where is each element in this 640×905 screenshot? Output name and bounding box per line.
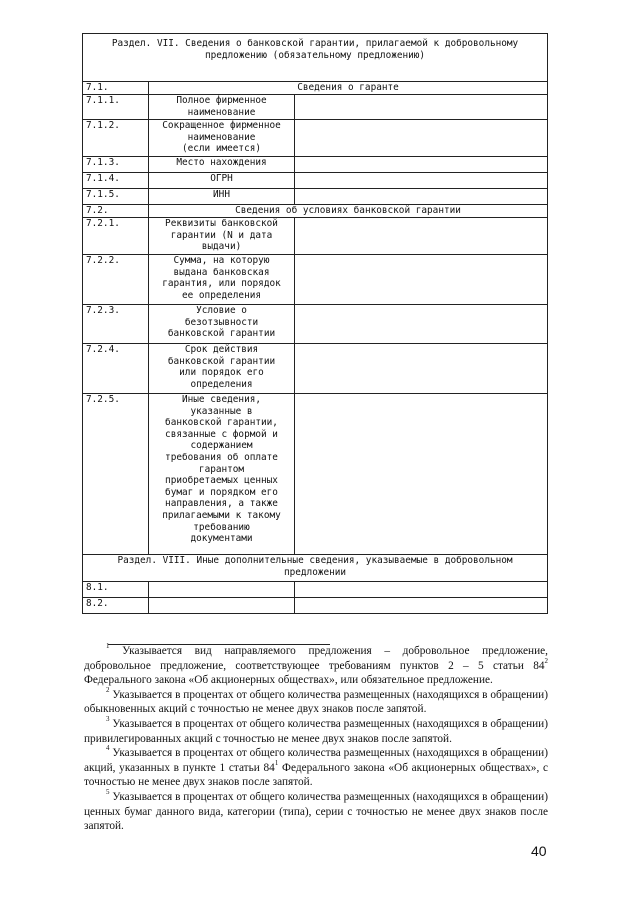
field-value-cell xyxy=(295,255,548,305)
subsection-heading: Сведения об условиях банковской гарантии xyxy=(149,205,548,218)
field-value-cell xyxy=(295,120,548,157)
field-label-cell xyxy=(149,582,295,598)
row-number: 7.2.4. xyxy=(83,344,149,394)
field-label: Полное фирменное наименование xyxy=(149,95,295,120)
field-label: ОГРН xyxy=(149,173,295,189)
row-number: 7.1.1. xyxy=(83,95,149,120)
footnote-inline-sup: 2 xyxy=(544,656,548,665)
field-value-cell xyxy=(295,157,548,173)
field-label: Срок действия банковской гарантии или порядок его определения xyxy=(149,344,295,394)
footnote-mark: 5 xyxy=(106,788,110,797)
footnote-mark: 4 xyxy=(106,744,110,753)
table-row xyxy=(83,218,548,255)
footnote-text: Указывается в процентах от общего количества размещенных (находящихся в обращении) привилегированных акций с точностью не менее двух знаков после запятой. xyxy=(84,717,548,745)
field-value-cell xyxy=(295,598,548,614)
field-label: Сумма, на которую выдана банковская гарантия, или порядок ее определения xyxy=(149,255,295,305)
footnote-4 xyxy=(84,746,548,790)
footnote-text: Указывается в процентах от общего количества размещенных (находящихся в обращении) акций, указанных в пункте 1 статьи 84 xyxy=(84,747,548,774)
table-row xyxy=(83,205,548,218)
table-row xyxy=(83,255,548,305)
footnote-mark: 2 xyxy=(106,686,110,695)
footnote-mark: 1 xyxy=(106,642,110,651)
row-number: 7.2.3. xyxy=(83,305,149,344)
row-number: 7.2.5. xyxy=(83,394,149,555)
field-value-cell xyxy=(295,305,548,344)
footnote-5 xyxy=(84,790,548,834)
section-7-title: Раздел. VII. Сведения о банковской гарантии, прилагаемой к добровольному предложению (обязательному предложению) xyxy=(83,34,548,82)
table-row xyxy=(83,120,548,157)
row-number: 7.1. xyxy=(83,82,149,95)
table-row xyxy=(83,305,548,344)
footnote-3 xyxy=(84,717,548,746)
field-value-cell xyxy=(295,95,548,120)
field-value-cell xyxy=(295,582,548,598)
table-row xyxy=(83,157,548,173)
row-number: 7.1.5. xyxy=(83,189,149,205)
field-label: ИНН xyxy=(149,189,295,205)
field-value-cell xyxy=(295,218,548,255)
field-value-cell xyxy=(295,394,548,555)
field-value-cell xyxy=(295,173,548,189)
row-number: 7.1.2. xyxy=(83,120,149,157)
guarantee-info-table xyxy=(82,33,548,614)
table-row xyxy=(83,344,548,394)
footnote-text: Указывается в процентах от общего количества размещенных (находящихся в обращении) ценных бумаг данного вида, категории (типа), серии с точностью не менее двух знаков после запятой. xyxy=(84,790,548,833)
table-row xyxy=(83,598,548,614)
footnote-text-continued: Федерального закона «Об акционерных обществах», с точностью не менее двух знаков после запятой. xyxy=(84,761,549,789)
table-row xyxy=(83,173,548,189)
subsection-heading: Сведения о гаранте xyxy=(149,82,548,95)
footnote-text-continued: Федерального закона «Об акционерных обществах», или обязательное предложение. xyxy=(84,674,493,687)
field-value-cell xyxy=(295,189,548,205)
footnote-text: Указывается вид направляемого предложения – добровольное предложение, добровольное предложение, соответствующее требованиям пунктов 2 – 5 статьи 84 xyxy=(84,645,548,672)
field-label: Реквизиты банковской гарантии (N и дата выдачи) xyxy=(149,218,295,255)
footnote-mark: 3 xyxy=(106,715,110,724)
footnote-inline-sup: 1 xyxy=(274,758,279,767)
footnote-2 xyxy=(84,688,548,717)
row-number: 7.2.2. xyxy=(83,255,149,305)
footnote-text: Указывается в процентах от общего количества размещенных (находящихся в обращении) обыкновенных акций с точностью не менее двух знаков после запятой. xyxy=(84,688,548,716)
section-8-header-row xyxy=(83,555,548,582)
row-number: 7.1.3. xyxy=(83,157,149,173)
table-row xyxy=(83,582,548,598)
row-number: 8.1. xyxy=(83,582,149,598)
row-number: 7.1.4. xyxy=(83,173,149,189)
page-number: 40 xyxy=(531,843,547,859)
field-label: Условие о безотзывности банковской гарантии xyxy=(149,305,295,344)
field-label: Иные сведения, указанные в банковской гарантии, связанные с формой и содержанием требования об оплате гарантом приобретаемых ценных бумаг и порядком его направления, а также прилагаемыми к такому требованию документами xyxy=(149,394,295,555)
table-row xyxy=(83,95,548,120)
table-row xyxy=(83,82,548,95)
footnotes xyxy=(84,644,548,834)
section-7-header-row xyxy=(83,34,548,82)
table-row xyxy=(83,189,548,205)
row-number: 7.2.1. xyxy=(83,218,149,255)
field-label: Сокращенное фирменное наименование (если имеется) xyxy=(149,120,295,157)
row-number: 8.2. xyxy=(83,598,149,614)
section-8-title: Раздел. VIII. Иные дополнительные сведения, указываемые в добровольном предложении xyxy=(83,555,548,582)
footnote-1 xyxy=(84,644,548,688)
field-label-cell xyxy=(149,598,295,614)
row-number: 7.2. xyxy=(83,205,149,218)
field-value-cell xyxy=(295,344,548,394)
table-row xyxy=(83,394,548,555)
field-label: Место нахождения xyxy=(149,157,295,173)
